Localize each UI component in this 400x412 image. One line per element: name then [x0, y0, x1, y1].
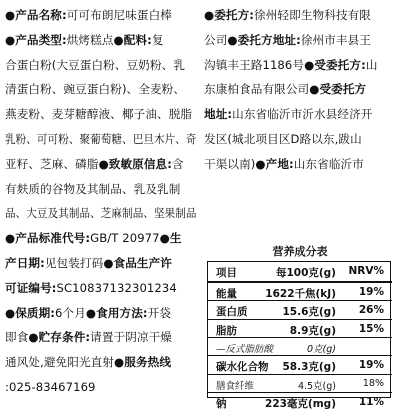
nutrition-row [208, 356, 392, 375]
field-value: SC10837132301234 [56, 280, 177, 295]
nutrient-nrv: 26% [358, 304, 384, 317]
right-text-line [204, 2, 371, 28]
field-value: 清蛋白粉、豌豆蛋白粉)、全麦粉、 [5, 82, 186, 97]
field-value: 开袋 [147, 305, 172, 320]
nutrient-value: 1622千焦(kJ) [265, 288, 336, 300]
nutrient-name: 碳水化合物 [216, 361, 269, 374]
field-label: ●受委托方 [309, 82, 367, 97]
field-value: 山东省临沂市 [293, 156, 364, 171]
field-label: 产日期: [5, 256, 45, 270]
left-text-line [5, 126, 197, 152]
field-value: 请置于阴凉干燥 [90, 330, 172, 345]
field-value: 东康柏食品有限公司 [204, 82, 310, 97]
right-text-line [204, 27, 371, 53]
field-value: 含 [171, 156, 184, 171]
field-value: 沟镇丰王路1186号 [204, 57, 305, 72]
field-label: ●保质期: [5, 305, 56, 320]
nutrient-nrv: 18% [362, 377, 384, 389]
left-text-line [5, 200, 197, 226]
field-value: 可可布朗尼味蛋白棒 [66, 8, 172, 22]
field-value: 6个月 [55, 305, 86, 320]
left-text-line [5, 101, 192, 127]
nutrition-row [208, 338, 392, 357]
nutrition-row [208, 393, 392, 412]
field-label: ●产地: [255, 156, 294, 171]
field-label: ●产品标准代号: [5, 231, 91, 246]
nutrient-value: 223毫克(mg) [265, 397, 336, 410]
field-value: 有麸质的谷物及其制品、乳及乳制 [5, 181, 181, 196]
field-value: 见包装打码 [44, 256, 104, 270]
field-label: 地址: [204, 107, 233, 122]
field-label: ●服务热线 [114, 355, 172, 370]
left-text-line [5, 275, 177, 301]
field-label: ●产品名称: [5, 8, 67, 22]
field-value: 品、大豆及其制品、芝麻制品、坚果制品 [5, 206, 197, 221]
left-text-line [5, 151, 184, 177]
left-text-line [5, 76, 185, 102]
nutrient-value: 0克(g) [307, 343, 336, 355]
header-item: 项目 [216, 267, 237, 279]
nutrient-value: 8.9克(g) [289, 324, 336, 337]
right-text-line [204, 126, 362, 152]
left-text-line [5, 2, 172, 28]
field-label: ●配料: [113, 32, 152, 47]
nutrition-table [207, 261, 391, 410]
field-value: 烘烤糕点 [66, 32, 114, 47]
field-label: ●委托方: [204, 8, 255, 22]
field-label: ●贮存条件: [28, 330, 91, 345]
field-value: 燕麦粉、麦芽糖醇液、椰子油、脱脂 [5, 107, 193, 122]
field-value: 徐州市丰县王 [300, 32, 371, 47]
left-text-line [5, 349, 171, 375]
field-label: ●受委托方: [304, 57, 366, 72]
field-value: 即食 [5, 330, 29, 345]
right-text-line [204, 101, 372, 127]
nutrient-nrv: 15% [358, 322, 384, 335]
right-text-line [204, 52, 378, 78]
nutrition-facts-panel [207, 243, 393, 410]
nutrient-name: —反式脂肪酸 [216, 343, 274, 355]
left-text-line [5, 250, 172, 276]
nutrient-name: 能量 [216, 288, 237, 300]
field-label: ●产品类型: [5, 32, 67, 47]
nutrient-nrv: 19% [358, 286, 384, 298]
nutrient-value: 15.6克(g) [282, 306, 336, 319]
nutrient-nrv: 19% [358, 359, 384, 372]
left-text-line [5, 225, 182, 251]
field-value: 亚籽、芝麻、磷脂 [5, 156, 99, 171]
field-value: 公司 [204, 32, 228, 47]
left-text-line [5, 374, 96, 400]
field-value: :025-83467169 [5, 380, 96, 394]
field-label: ●食用方法: [85, 305, 148, 320]
field-value: 徐州轻即生物科技有限 [254, 8, 371, 22]
nutrient-name: 蛋白质 [216, 306, 248, 319]
field-value: 山 [365, 57, 378, 72]
left-text-line [5, 176, 180, 202]
nutrition-row [208, 375, 392, 394]
field-label: ●生 [159, 231, 182, 246]
left-text-line [5, 324, 172, 350]
field-value: 发区(城北项目区D路以东,跋山 [204, 132, 362, 146]
nutrition-title: 营养成分表 [272, 245, 328, 258]
field-label: ●致敏原信息: [98, 156, 172, 171]
field-value: 合蛋白粉(大豆蛋白粉、豆奶粉、乳 [5, 57, 186, 72]
nutrient-name: 膳食纤维 [216, 380, 255, 392]
field-value: 干渠以南) [204, 156, 256, 171]
nutrient-nrv: 11% [358, 395, 384, 408]
left-text-line [5, 300, 171, 326]
nutrition-row [208, 320, 392, 339]
right-text-line [204, 76, 366, 102]
nutrient-name: 脂肪 [216, 324, 237, 337]
field-value: 乳粉、可可粉、聚葡萄糖、巴旦木片、奇 [5, 132, 197, 146]
nutrient-name: 钠 [216, 397, 227, 410]
field-label: ●委托方地址: [227, 32, 301, 47]
header-nrv: NRV% [348, 265, 384, 277]
nutrition-header-row [208, 262, 392, 281]
nutrient-value: 58.3克(g) [282, 361, 336, 374]
right-text-line [204, 151, 364, 177]
field-value: 山东省临沂市沂水县经济开 [232, 107, 373, 122]
left-text-line [5, 27, 164, 53]
nutrition-row [208, 283, 392, 302]
field-label: ●食品生产许 [103, 256, 172, 270]
header-per-100g: 每100克(g) [275, 267, 336, 279]
nutrient-value: 4.5克(g) [297, 380, 336, 392]
field-value: GB/T 20977 [90, 231, 160, 246]
left-text-line [5, 52, 185, 78]
field-value: 通风处,避免阳光直射 [5, 355, 115, 370]
field-value: 复 [151, 32, 164, 47]
nutrition-row [208, 301, 392, 320]
field-label: 可证编号: [5, 280, 57, 295]
